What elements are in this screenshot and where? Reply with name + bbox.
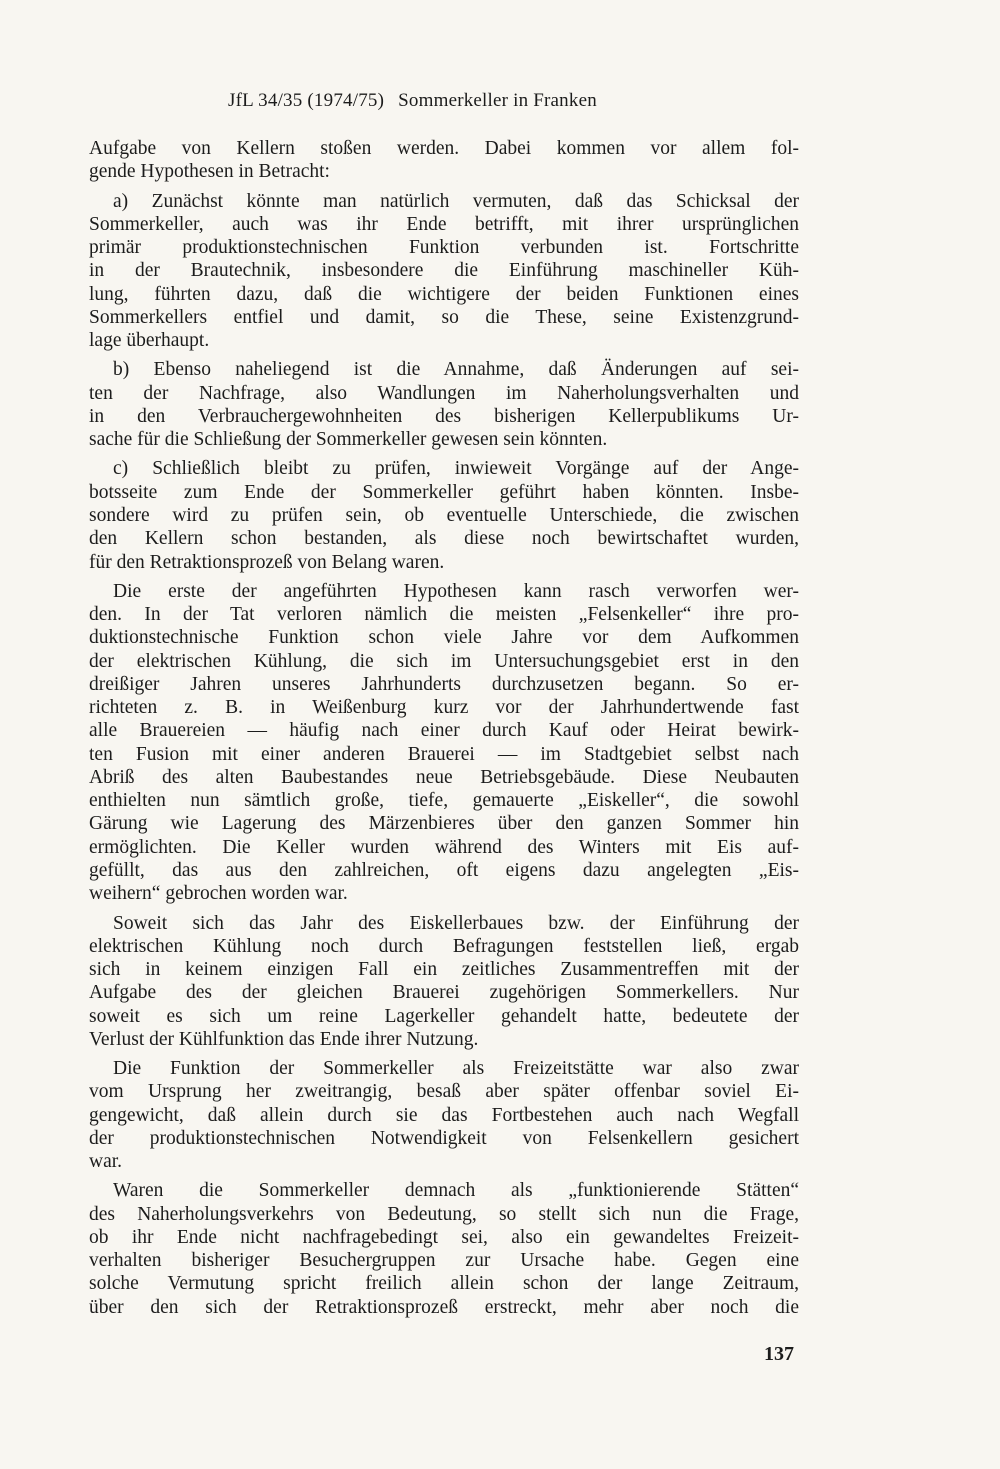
text-line: b) Ebenso naheliegend ist die Annahme, daß Änderungen auf sei- bbox=[113, 359, 799, 381]
text-line: Verlust der Kühlfunktion das Ende ihrer Nutzung. bbox=[89, 1028, 479, 1050]
text-line: lung, führten dazu, daß die wichtigere der beiden Funktionen eines bbox=[89, 283, 799, 305]
text-line: sich in keinem einzigen Fall ein zeitliches Zusammentreffen mit der bbox=[89, 959, 799, 981]
text-line: war. bbox=[89, 1151, 123, 1173]
text-line: der elektrischen Kühlung, die sich im Untersuchungsgebiet erst in den bbox=[89, 650, 799, 672]
text-line: c) Schließlich bleibt zu prüfen, inwieweit Vorgänge auf der Ange- bbox=[113, 458, 799, 480]
text-line: dreißiger Jahren unseres Jahrhunderts durchzusetzen begann. So er- bbox=[89, 673, 799, 695]
text-line: soweit es sich um reine Lagerkeller gehandelt hatte, bedeutete der bbox=[89, 1005, 799, 1027]
text-line: ten der Nachfrage, also Wandlungen im Naherholungsverhalten und bbox=[89, 382, 799, 404]
text-line: Soweit sich das Jahr des Eiskellerbaues bzw. der Einführung der bbox=[113, 912, 799, 934]
journal-reference: JfL 34/35 (1974/75) bbox=[228, 90, 385, 111]
text-line: Aufgabe von Kellern stoßen werden. Dabei kommen vor allem fol- bbox=[89, 138, 799, 159]
text-line: verhalten bisheriger Besuchergruppen zur Ursache habe. Gegen eine bbox=[89, 1250, 799, 1272]
text-line: duktionstechnische Funktion schon viele Jahre vor dem Aufkommen bbox=[89, 627, 799, 649]
text-line: Aufgabe des der gleichen Brauerei zugehörigen Sommerkellers. Nur bbox=[89, 982, 799, 1004]
body-text bbox=[89, 137, 799, 1319]
text-line: lage überhaupt. bbox=[89, 330, 210, 352]
text-line: weihern“ gebrochen worden war. bbox=[89, 883, 348, 905]
text-line: Abriß des alten Baubestandes neue Betriebsgebäude. Diese Neubauten bbox=[89, 766, 799, 788]
text-line: Die erste der angeführten Hypothesen kann rasch verworfen wer- bbox=[113, 580, 799, 602]
text-line: Waren die Sommerkeller demnach als „funktionierende Stätten“ bbox=[113, 1180, 799, 1202]
text-line: ob ihr Ende nicht nachfragebedingt sei, also ein gewandeltes Freizeit- bbox=[89, 1226, 799, 1248]
running-header bbox=[228, 90, 597, 112]
text-line: gefüllt, das aus den zahlreichen, oft eigens dazu angelegten „Eis- bbox=[89, 859, 799, 881]
text-line: Sommerkeller, auch was ihr Ende betrifft, mit ihrer ursprünglichen bbox=[89, 213, 799, 235]
text-line: für den Retraktionsprozeß von Belang waren. bbox=[89, 551, 445, 573]
text-line: ten Fusion mit einer anderen Brauerei — im Stadtgebiet selbst nach bbox=[89, 743, 799, 765]
text-line: enthielten nun sämtlich große, tiefe, gemauerte „Eiskeller“, die sowohl bbox=[89, 790, 799, 812]
text-line: den. In der Tat verloren nämlich die meisten „Felsenkeller“ ihre pro- bbox=[89, 604, 799, 626]
text-line: richteten z. B. in Weißenburg kurz vor der Jahrhundertwende fast bbox=[89, 697, 799, 719]
text-line: in der Brautechnik, insbesondere die Einführung maschineller Küh- bbox=[89, 260, 799, 282]
text-line: Sommerkellers entfiel und damit, so die These, seine Existenzgrund- bbox=[89, 306, 799, 328]
text-line: sondere wird zu prüfen sein, ob eventuelle Unterschiede, die zwischen bbox=[89, 504, 799, 526]
text-line: solche Vermutung spricht freilich allein schon der lange Zeitraum, bbox=[89, 1273, 799, 1295]
text-line: botsseite zum Ende der Sommerkeller geführt haben könnten. Insbe- bbox=[89, 481, 799, 503]
text-line: den Kellern schon bestanden, als diese noch bewirtschaftet wurden, bbox=[89, 528, 799, 550]
article-title: Sommerkeller in Franken bbox=[398, 90, 597, 111]
page-number: 137 bbox=[764, 1343, 794, 1365]
text-line: Die Funktion der Sommerkeller als Freizeitstätte war also zwar bbox=[113, 1058, 799, 1080]
text-line: a) Zunächst könnte man natürlich vermuten, daß das Schicksal der bbox=[113, 190, 799, 212]
text-line: ermöglichten. Die Keller wurden während des Winters mit Eis auf- bbox=[89, 836, 799, 858]
text-line: in den Verbrauchergewohnheiten des bisherigen Kellerpublikums Ur- bbox=[89, 405, 799, 427]
text-line: elektrischen Kühlung noch durch Befragungen feststellen ließ, ergab bbox=[89, 935, 799, 957]
text-line: vom Ursprung her zweitrangig, besaß aber später offenbar soviel Ei- bbox=[89, 1081, 799, 1103]
text-line: primär produktionstechnischen Funktion verbunden ist. Fortschritte bbox=[89, 237, 799, 259]
text-line: gengewicht, daß allein durch sie das Fortbestehen auch nach Wegfall bbox=[89, 1104, 799, 1126]
text-line: über den sich der Retraktionsprozeß erstreckt, mehr aber noch die bbox=[89, 1296, 799, 1318]
text-line: Gärung wie Lagerung des Märzenbieres über den ganzen Sommer hin bbox=[89, 813, 799, 835]
text-line: gende Hypothesen in Betracht: bbox=[89, 161, 330, 183]
text-line: alle Brauereien — häufig nach einer durch Kauf oder Heirat bewirk- bbox=[89, 720, 799, 742]
text-line: der produktionstechnischen Notwendigkeit von Felsenkellern gesichert bbox=[89, 1127, 799, 1149]
text-line: des Naherholungsverkehrs von Bedeutung, so stellt sich nun die Frage, bbox=[89, 1203, 799, 1225]
text-line: sache für die Schließung der Sommerkeller gewesen sein könnten. bbox=[89, 429, 608, 451]
